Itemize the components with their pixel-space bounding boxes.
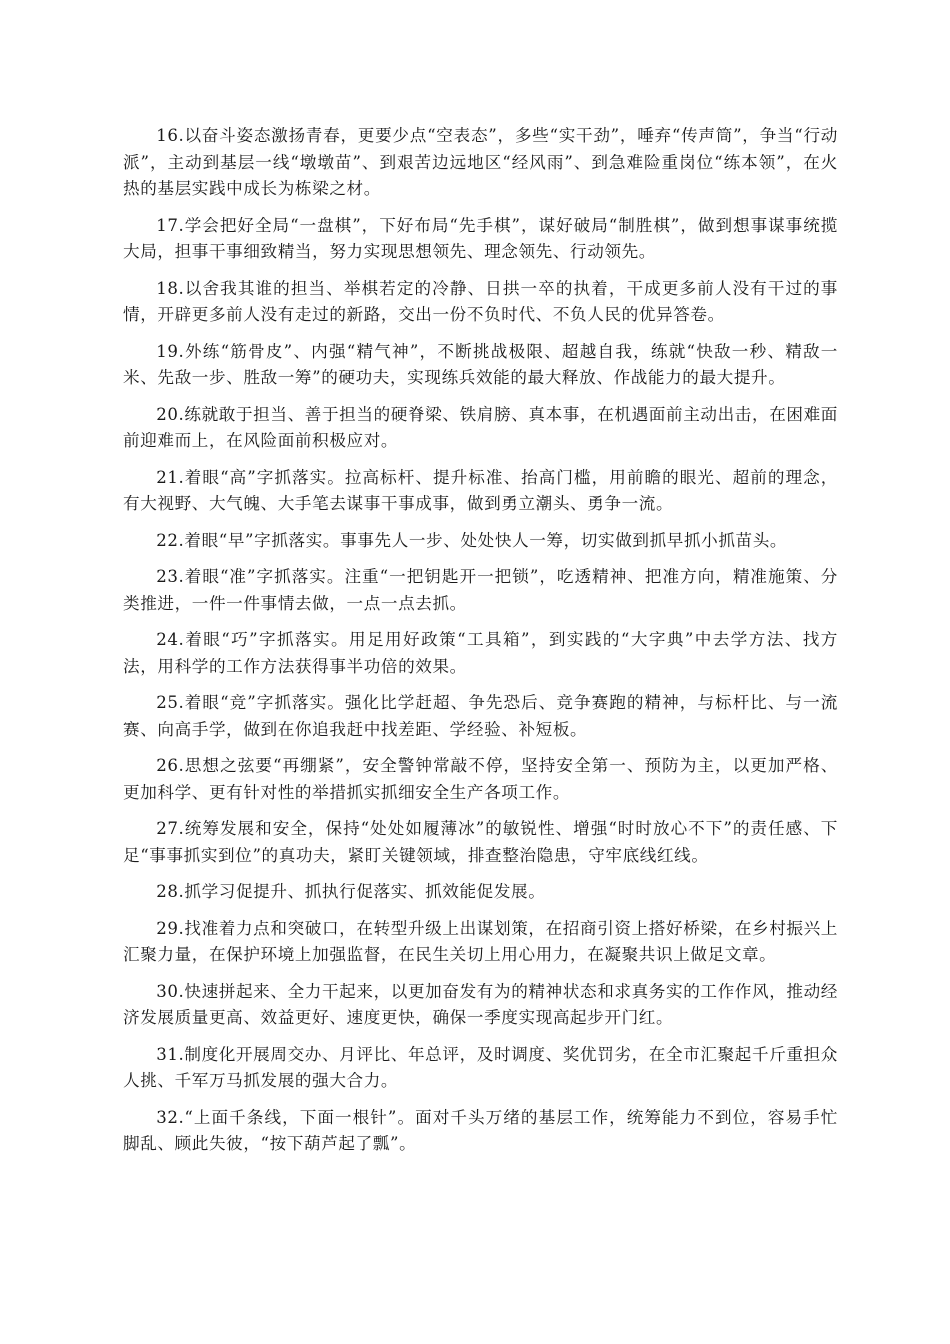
paragraph-31: 31.制度化开展周交办、月评比、年总评，及时调度、奖优罚劣，在全市汇聚起千斤重担众人挑、千军万马抓发展的强大合力。 bbox=[123, 1044, 838, 1090]
paragraph-30: 30.快速拼起来、全力干起来，以更加奋发有为的精神状态和求真务实的工作作风，推动经济发展质量更高、效益更好、速度更快，确保一季度实现高起步开门红。 bbox=[123, 981, 838, 1027]
paragraph-29: 29.找准着力点和突破口，在转型升级上出谋划策，在招商引资上搭好桥梁，在乡村振兴上汇聚力量，在保护环境上加强监督，在民生关切上用心用力，在凝聚共识上做足文章。 bbox=[123, 918, 838, 964]
paragraph-28: 28.抓学习促提升、抓执行促落实、抓效能促发展。 bbox=[156, 882, 546, 901]
paragraph-24: 24.着眼“巧”字抓落实。用足用好政策“工具箱”，到实践的“大字典”中去学方法、找方法，用科学的工作方法获得事半功倍的效果。 bbox=[123, 630, 838, 676]
paragraph-27: 27.统筹发展和安全，保持“处处如履薄冰”的敏锐性、增强“时时放心不下”的责任感、下足“事事抓实到位”的真功夫，紧盯关键领域，排查整治隐患，守牢底线红线。 bbox=[123, 819, 838, 865]
paragraph-16: 16.以奋斗姿态激扬青春，更要少点“空表态”，多些“实干劲”，唾弃“传声筒”，争当“行动派”，主动到基层一线“墩墩苗”、到艰苦边远地区“经风雨”、到急难险重岗位“练本领”，在火热的基层实践中成长为栋梁之材。 bbox=[123, 126, 838, 198]
paragraph-18: 18.以舍我其谁的担当、举棋若定的冷静、日拱一卒的执着，干成更多前人没有干过的事情，开辟更多前人没有走过的新路，交出一份不负时代、不负人民的优异答卷。 bbox=[123, 278, 838, 324]
paragraph-22: 22.着眼“早”字抓落实。事事先人一步、处处快人一筹，切实做到抓早抓小抓苗头。 bbox=[156, 530, 788, 550]
paragraph-32: 32.“上面千条线，下面一根针”。面对千头万绪的基层工作，统筹能力不到位，容易手忙脚乱、顾此失彼，“按下葫芦起了瓢”。 bbox=[123, 1107, 838, 1153]
paragraph-23: 23.着眼“准”字抓落实。注重“一把钥匙开一把锁”，吃透精神、把准方向，精准施策、分类推进，一件一件事情去做，一点一点去抓。 bbox=[123, 567, 838, 613]
paragraph-25: 25.着眼“竞”字抓落实。强化比学赶超、争先恐后、竞争赛跑的精神，与标杆比、与一流赛、向高手学，做到在你追我赶中找差距、学经验、补短板。 bbox=[123, 693, 838, 739]
paragraph-21: 21.着眼“高”字抓落实。拉高标杆、提升标准、抬高门槛，用前瞻的眼光、超前的理念，有大视野、大气魄、大手笔去谋事干事成事，做到勇立潮头、勇争一流。 bbox=[123, 467, 838, 513]
document-body bbox=[123, 123, 838, 1168]
paragraph-19: 19.外练“筋骨皮”、内强“精气神”，不断挑战极限、超越自我，练就“快敌一秒、精敌一米、先敌一步、胜敌一筹”的硬功夫，实现练兵效能的最大释放、作战能力的最大提升。 bbox=[123, 341, 838, 387]
paragraph-17: 17.学会把好全局“一盘棋”，下好布局“先手棋”，谋好破局“制胜棋”，做到想事谋事统揽大局，担事干事细致精当，努力实现思想领先、理念领先、行动领先。 bbox=[123, 215, 838, 261]
paragraph-26: 26.思想之弦要“再绷紧”，安全警钟常敲不停，坚持安全第一、预防为主，以更加严格、更加科学、更有针对性的举措抓实抓细安全生产各项工作。 bbox=[123, 756, 838, 802]
paragraph-20: 20.练就敢于担当、善于担当的硬脊梁、铁肩膀、真本事，在机遇面前主动出击，在困难面前迎难而上，在风险面前积极应对。 bbox=[123, 404, 838, 450]
